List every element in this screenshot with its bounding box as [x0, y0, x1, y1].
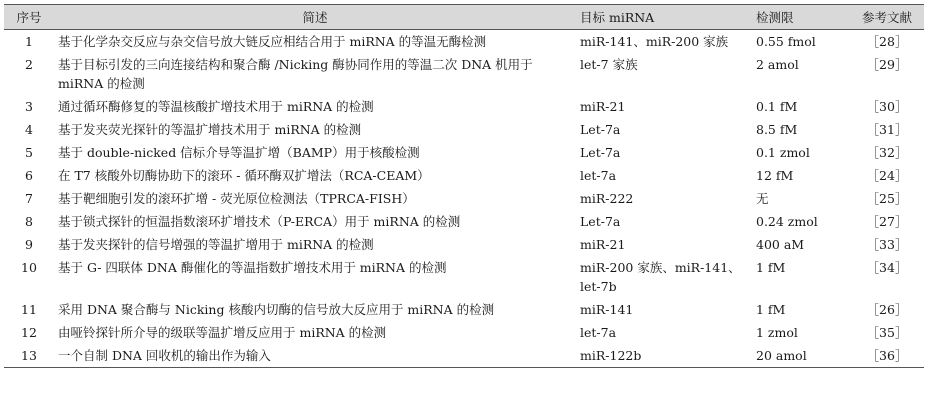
- table-row: [4, 321, 924, 344]
- header-no: 序号: [4, 5, 54, 30]
- cell-lod: 1 fM: [756, 260, 786, 275]
- cell-ref: ［35］: [866, 325, 908, 340]
- cell-target: miR-122b: [576, 344, 752, 368]
- cell-target: let-7a: [580, 168, 617, 183]
- cell-target: miR-200 家族、miR-141、let-7b: [580, 260, 741, 294]
- cell-no: 9: [25, 237, 33, 252]
- cell-no: 8: [25, 214, 33, 229]
- cell-description: 一个自制 DNA 回收机的输出作为输入: [54, 344, 576, 368]
- cell-no: 4: [25, 122, 33, 137]
- cell-ref: ［24］: [866, 168, 908, 183]
- table-row: [4, 30, 924, 54]
- cell-description: 基于化学杂交反应与杂交信号放大链反应相结合用于 miRNA 的等温无酶检测: [58, 34, 487, 49]
- cell-description: 基于锁式探针的恒温指数滚环扩增技术（P-ERCA）用于 miRNA 的检测: [58, 214, 461, 229]
- cell-lod: 2 amol: [756, 57, 799, 72]
- cell-description: 基于发夹探针的信号增强的等温扩增用于 miRNA 的检测: [58, 237, 374, 252]
- cell-description: 通过循环酶修复的等温核酸扩增技术用于 miRNA 的检测: [58, 99, 374, 114]
- cell-description: 基于靶细胞引发的滚环扩增 - 荧光原位检测法（TPRCA-FISH）: [58, 191, 415, 206]
- cell-description: 基于目标引发的三向连接结构和聚合酶 /Nicking 酶协同作用的等温二次 DNA 机用于 miRNA 的检测: [58, 57, 533, 91]
- cell-lod: 1 fM: [756, 302, 786, 317]
- cell-description: 基于 G- 四联体 DNA 酶催化的等温指数扩增技术用于 miRNA 的检测: [58, 260, 447, 275]
- header-target: 目标 miRNA: [576, 5, 752, 30]
- cell-ref: ［33］: [866, 237, 908, 252]
- cell-lod: 0.55 fmol: [756, 34, 816, 49]
- cell-ref: ［25］: [866, 191, 908, 206]
- header-ref: 参考文献: [850, 5, 924, 30]
- cell-no: 1: [25, 34, 33, 49]
- cell-ref: ［32］: [866, 145, 908, 160]
- table-row: [4, 344, 924, 368]
- header-lod: 检测限: [752, 5, 850, 30]
- cell-target: let-7a: [580, 325, 617, 340]
- cell-ref: ［29］: [866, 57, 908, 72]
- cell-no: 10: [21, 260, 37, 275]
- cell-target: Let-7a: [580, 145, 621, 160]
- mirna-detection-table: [4, 4, 924, 368]
- table-row: [4, 53, 924, 95]
- cell-target: miR-21: [580, 99, 626, 114]
- cell-description: 由哑铃探针所介导的级联等温扩增反应用于 miRNA 的检测: [58, 325, 387, 340]
- table-row: [4, 118, 924, 141]
- table-row: [4, 256, 924, 298]
- cell-target: Let-7a: [580, 214, 621, 229]
- cell-target: miR-222: [580, 191, 634, 206]
- table-row: [4, 233, 924, 256]
- cell-no: 7: [25, 191, 33, 206]
- header-row: [4, 5, 924, 30]
- cell-lod: 0.24 zmol: [756, 214, 818, 229]
- cell-description: 采用 DNA 聚合酶与 Nicking 核酸内切酶的信号放大反应用于 miRNA 的检测: [58, 302, 495, 317]
- cell-target: miR-141: [580, 302, 634, 317]
- cell-lod: 20 amol: [752, 344, 850, 368]
- cell-no: 12: [21, 325, 37, 340]
- table-row: [4, 187, 924, 210]
- mirna-detection-table-container: [4, 4, 924, 368]
- cell-ref: ［31］: [866, 122, 908, 137]
- table-row: [4, 141, 924, 164]
- table-row: [4, 298, 924, 321]
- table-header: [4, 5, 924, 30]
- cell-description: 基于 double-nicked 信标介导等温扩增（BAMP）用于核酸检测: [58, 145, 420, 160]
- cell-no: 3: [25, 99, 33, 114]
- cell-ref: ［30］: [866, 99, 908, 114]
- cell-ref: ［36］: [850, 344, 924, 368]
- cell-ref: ［28］: [866, 34, 908, 49]
- cell-ref: ［26］: [866, 302, 908, 317]
- cell-lod: 400 aM: [756, 237, 805, 252]
- cell-ref: ［27］: [866, 214, 908, 229]
- cell-no: 6: [25, 168, 33, 183]
- table-row: [4, 210, 924, 233]
- cell-lod: 12 fM: [756, 168, 794, 183]
- cell-ref: ［34］: [866, 260, 908, 275]
- cell-lod: 无: [756, 191, 769, 206]
- cell-lod: 8.5 fM: [756, 122, 798, 137]
- header-description: 简述: [54, 5, 576, 30]
- cell-lod: 0.1 zmol: [756, 145, 810, 160]
- cell-no: 5: [25, 145, 33, 160]
- cell-target: miR-141、miR-200 家族: [580, 34, 729, 49]
- cell-description: 在 T7 核酸外切酶协助下的滚环 - 循环酶双扩增法（RCA-CEAM）: [58, 168, 430, 183]
- cell-lod: 0.1 fM: [756, 99, 798, 114]
- cell-target: let-7 家族: [580, 57, 638, 72]
- cell-lod: 1 zmol: [756, 325, 798, 340]
- cell-target: Let-7a: [580, 122, 621, 137]
- cell-no: 11: [21, 302, 37, 317]
- cell-target: miR-21: [580, 237, 626, 252]
- cell-no: 2: [25, 57, 33, 72]
- table-body: [4, 30, 924, 368]
- table-row: [4, 164, 924, 187]
- table-row: [4, 95, 924, 118]
- cell-description: 基于发夹荧光探针的等温扩增技术用于 miRNA 的检测: [58, 122, 362, 137]
- cell-no: 13: [4, 344, 54, 368]
